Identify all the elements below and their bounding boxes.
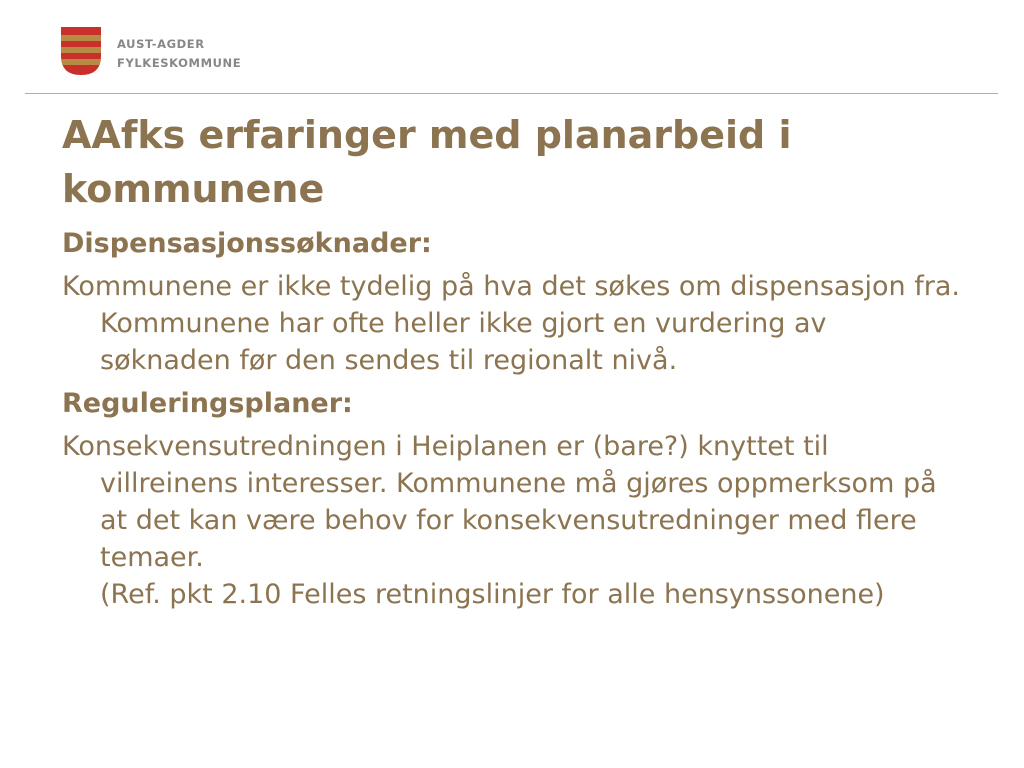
section-block-regulering — [62, 428, 962, 613]
section-heading-regulering: Reguleringsplaner: — [62, 388, 353, 419]
org-logo — [60, 26, 250, 80]
org-name-line2: FYLKESKOMMUNE — [117, 56, 242, 70]
coat-of-arms-icon — [60, 26, 102, 76]
section-text-dispensasjon: Kommunene er ikke tydelig på hva det søkes om dispensasjon fra. Kommunene har ofte heller ikke gjort en vurdering av søknaden før den sendes til regionalt nivå. — [62, 271, 960, 376]
section-text-regulering: Konsekvensutredningen i Heiplanen er (bare?) knyttet til villreinens interesser. Kommunene må gjøres oppmerksom på at det kan være behov for konsekvensutredninger med flere temaer. — [62, 431, 937, 573]
slide-body — [62, 225, 962, 619]
section-reference: (Ref. pkt 2.10 Felles retningslinjer for alle hensynssonene) — [100, 579, 885, 610]
header-divider — [25, 93, 998, 94]
section-heading-dispensasjon: Dispensasjonssøknader: — [62, 228, 432, 259]
org-name — [117, 35, 241, 73]
org-name-line1: AUST-AGDER — [117, 37, 205, 51]
slide-title: AAfks erfaringer med planarbeid i kommunene — [62, 113, 792, 211]
